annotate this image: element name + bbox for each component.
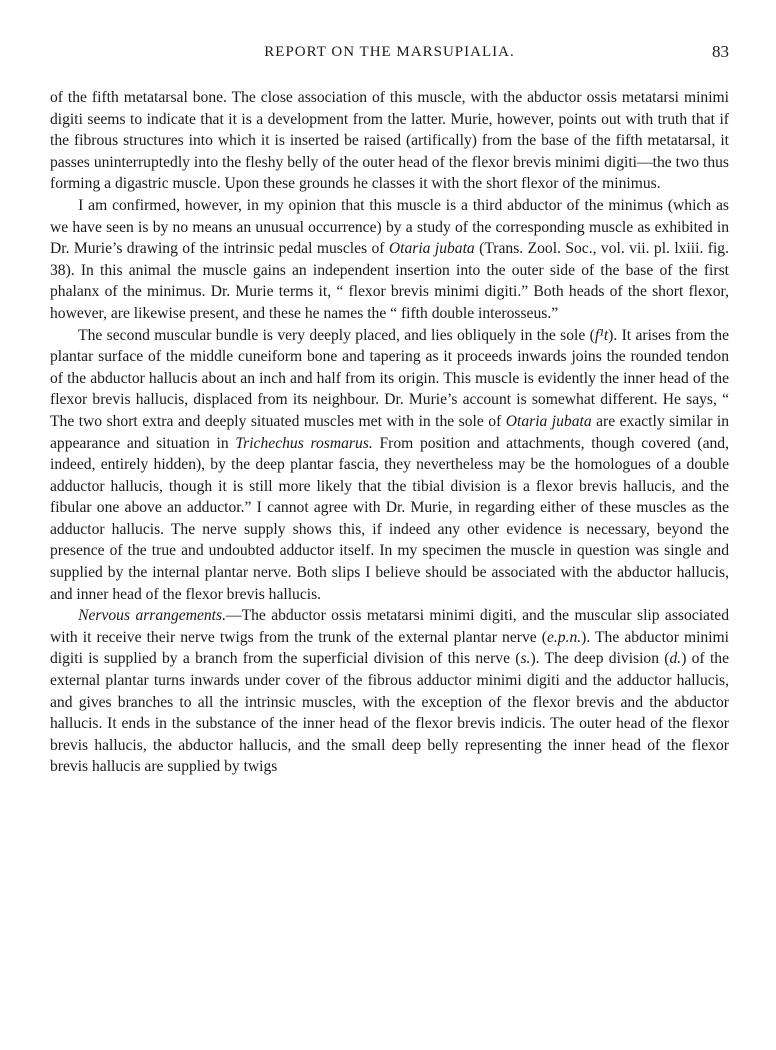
paragraph-continuation bbox=[50, 87, 729, 195]
italic-figure-label: e.p.n. bbox=[546, 628, 582, 646]
text-run: of the fifth metatarsal bone. The close association of this muscle, with the abductor ossis metatarsi minimi digiti seems to indicate that it is a development from the latter. Murie, however, points out with truth that if the fibrous structures into which it is inserted be raised (artifically) from the base of the fifth metatarsal, it passes uninterruptedly into the fleshy belly of the outer head of the flexor brevis minimi digiti—the two thus forming a digastric muscle. Upon these grounds he classes it with the short flexor of the minimus. bbox=[50, 89, 729, 193]
page-number: 83 bbox=[712, 42, 729, 61]
text-run: ). The deep division ( bbox=[530, 650, 670, 668]
paragraph-nervous-arrangements bbox=[50, 605, 729, 778]
text-run: —The abductor ossis metatarsi minimi digiti, and the muscular slip associated with it receive their nerve twigs from the trunk of the external plantar nerve ( bbox=[50, 607, 730, 646]
italic-figure-label: s. bbox=[520, 650, 531, 668]
text-run: I am confirmed, however, in my opinion that this muscle is a third abductor of the minimus (which as we have seen is by no means an unusual occurrence) by a study of the corresponding muscle as exhibited in Dr. Murie’s drawing of the intrinsic pedal muscles of bbox=[50, 196, 729, 258]
italic-species-name: Otaria jubata bbox=[505, 412, 592, 430]
running-title: REPORT ON THE MARSUPIALIA. bbox=[264, 44, 515, 60]
paragraph-second-bundle bbox=[50, 325, 729, 606]
paragraph-third-abductor bbox=[50, 195, 729, 325]
italic-species-name: Otaria jubata bbox=[388, 240, 475, 258]
body-text bbox=[50, 87, 729, 778]
text-run: From position and attachments, though covered (and, indeed, entirely hidden), by the deep plantar fascia, they nevertheless may be the homologues of a double adductor hallucis, though it is still more likely that the tibial division is a flexor brevis hallucis, and the fibular one above an adductor.” I cannot agree with Dr. Murie, in regarding either of these muscles as the adductor hallucis. The nerve supply shows this, if indeed any other evidence is necessary, beyond the presence of the true and undoubted adductor itself. In my specimen the muscle in question was single and supplied by the internal plantar nerve. Both slips I believe should be associated with the abductor hallucis, and inner head of the flexor brevis hallucis. bbox=[50, 434, 729, 603]
italic-figure-label: d. bbox=[669, 650, 682, 668]
italic-figure-label: f¹t bbox=[594, 326, 609, 344]
italic-species-name: Trichechus rosmarus. bbox=[235, 434, 373, 452]
text-run: The second muscular bundle is very deeply placed, and lies obliquely in the sole ( bbox=[78, 326, 595, 344]
text-run: ). It arises from the plantar surface of the middle cuneiform bone and tapering as it proceeds inwards joins the rounded tendon of the abductor hallucis about an inch and half from its origin. This muscle is evidently the inner head of the flexor brevis hallucis, displaced from its neighbour. Dr. Murie’s account is somewhat different. He says, “ The two short extra and deeply situated muscles met with in the sole of bbox=[50, 326, 729, 430]
text-run: (Trans. Zool. Soc., vol. vii. pl. lxiii. fig. 38). In this animal the muscle gains an independent insertion into the outer side of the base of the first phalanx of the minimus. Dr. Murie terms it, “ flexor brevis minimi digiti.” Both heads of the short flexor, however, are likewise present, and these he names the “ fifth double interosseus.” bbox=[50, 240, 729, 322]
text-run: ). The abductor minimi digiti is supplied by a branch from the superficial division of this nerve ( bbox=[50, 628, 730, 668]
text-run: ) of the external plantar turns inwards under cover of the fibrous adductor minimi digiti and the adductor hallucis, and gives branches to all the intrinsic muscles, with the exception of the flexor brevis and the abductor hallucis. It ends in the substance of the inner head of the flexor brevis indicis. The outer head of the flexor brevis hallucis, the abductor hallucis, and the small deep belly representing the inner head of the flexor brevis hallucis are supplied by twigs bbox=[50, 650, 729, 776]
running-head bbox=[50, 44, 729, 68]
italic-section-heading: Nervous arrangements. bbox=[78, 607, 226, 625]
text-run: are exactly similar in appearance and situation in bbox=[50, 412, 730, 452]
